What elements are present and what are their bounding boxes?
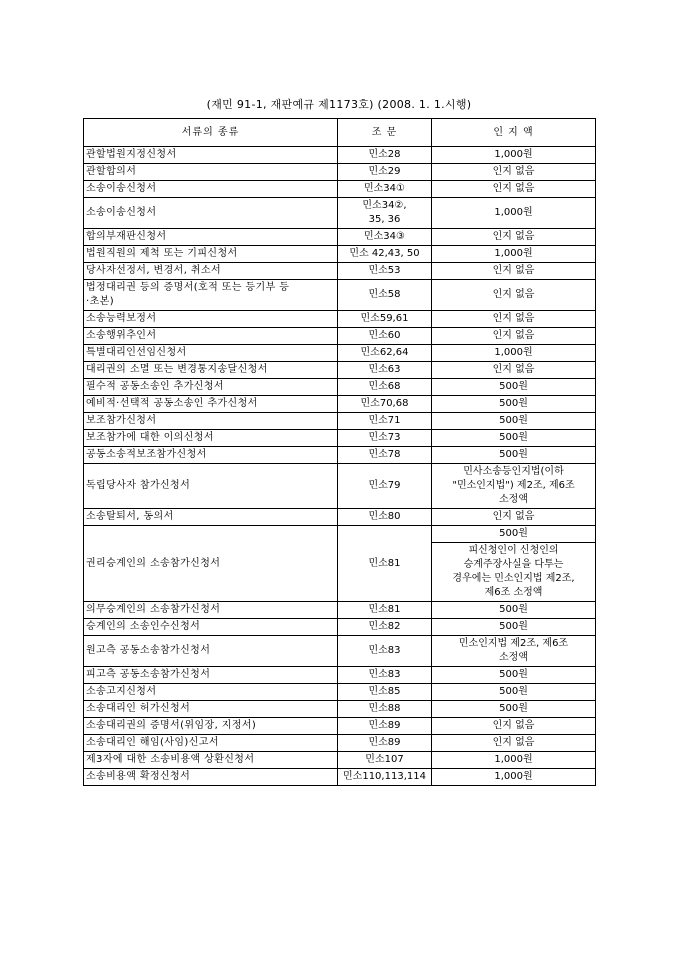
stamp-fee-cell: 1,000원 <box>432 198 596 229</box>
stamp-fee-cell: 1,000원 <box>432 769 596 786</box>
table-row <box>84 464 596 509</box>
document-type-cell: 피고측 공동소송참가신청서 <box>84 667 338 684</box>
document-type-cell: 소송이송신청서 <box>84 198 338 229</box>
table-row <box>84 345 596 362</box>
stamp-fee-table <box>83 118 596 786</box>
document-type-cell: 필수적 공동소송인 추가신청서 <box>84 379 338 396</box>
article-line: 35, 36 <box>368 214 401 225</box>
document-type-cell: 당사자선정서, 변경서, 취소서 <box>84 263 338 280</box>
document-type-cell: 대리권의 소멸 또는 변경통지송달신청서 <box>84 362 338 379</box>
stamp-fee-cell: 1,000원 <box>432 752 596 769</box>
document-type-cell: 관할법원지정신청서 <box>84 147 338 164</box>
document-type-cell: 공동소송적보조참가신청서 <box>84 447 338 464</box>
table-row <box>84 447 596 464</box>
stamp-fee-cell: 1,000원 <box>432 246 596 263</box>
article-cell: 민소70,68 <box>338 396 432 413</box>
table-row <box>84 684 596 701</box>
article-cell: 민소82 <box>338 619 432 636</box>
table-row <box>84 413 596 430</box>
article-cell: 민소81 <box>338 526 432 602</box>
stamp-fee-cell: 500원 <box>432 602 596 619</box>
stamp-fee-cell: 인지 없음 <box>432 181 596 198</box>
table-row <box>84 147 596 164</box>
article-cell: 민소83 <box>338 636 432 667</box>
stamp-fee-cell: 500원 <box>432 667 596 684</box>
stamp-fee-line: 피신청인이 신청인의 <box>468 545 559 556</box>
article-cell: 민소28 <box>338 147 432 164</box>
table-row <box>84 280 596 311</box>
stamp-fee-cell: 500원 <box>432 379 596 396</box>
article-cell: 민소89 <box>338 735 432 752</box>
stamp-fee-cell: 인지 없음 <box>432 280 596 311</box>
document-type-cell: 의무승계인의 소송참가신청서 <box>84 602 338 619</box>
stamp-fee-cell: 1,000원 <box>432 147 596 164</box>
article-cell: 민소62,64 <box>338 345 432 362</box>
header-document-type: 서류의 종류 <box>84 119 338 147</box>
article-cell: 민소73 <box>338 430 432 447</box>
table-row <box>84 198 596 229</box>
article-cell: 민소60 <box>338 328 432 345</box>
document-type-cell: 보조참가신청서 <box>84 413 338 430</box>
table-row <box>84 164 596 181</box>
table-header-row <box>84 119 596 147</box>
stamp-fee-cell <box>432 543 596 602</box>
document-type-cell: 특별대리인선임신청서 <box>84 345 338 362</box>
document-type-cell: 소송대리권의 증명서(위임장, 지정서) <box>84 718 338 735</box>
stamp-fee-cell: 인지 없음 <box>432 164 596 181</box>
table-row <box>84 602 596 619</box>
table-row <box>84 667 596 684</box>
document-type-line: 법정대리권 등의 증명서(호적 또는 등기부 등 <box>86 282 290 293</box>
document-type-cell: 관할합의서 <box>84 164 338 181</box>
stamp-fee-line: 승계주장사실을 다투는 <box>463 559 564 570</box>
document-type-cell: 소송대리인 해임(사임)신고서 <box>84 735 338 752</box>
article-cell: 민소63 <box>338 362 432 379</box>
document-type-cell: 보조참가에 대한 이의신청서 <box>84 430 338 447</box>
stamp-fee-cell: 500원 <box>432 684 596 701</box>
table-row <box>84 379 596 396</box>
stamp-fee-line: 민사소송등인지법(이하 <box>463 466 564 477</box>
stamp-fee-cell: 500원 <box>432 526 596 543</box>
article-cell <box>338 198 432 229</box>
table-row <box>84 263 596 280</box>
article-cell: 민소34① <box>338 181 432 198</box>
table-row <box>84 362 596 379</box>
header-stamp-fee: 인 지 액 <box>432 119 596 147</box>
table-row <box>84 636 596 667</box>
table-row <box>84 181 596 198</box>
stamp-fee-cell: 인지 없음 <box>432 718 596 735</box>
table-row <box>84 526 596 543</box>
article-cell: 민소89 <box>338 718 432 735</box>
stamp-fee-cell: 인지 없음 <box>432 229 596 246</box>
article-cell: 민소71 <box>338 413 432 430</box>
stamp-fee-line: "민소인지법") 제2조, 제6조 <box>452 480 575 491</box>
stamp-fee-cell: 500원 <box>432 619 596 636</box>
document-type-cell: 제3자에 대한 소송비용액 상환신청서 <box>84 752 338 769</box>
document-type-cell: 소송이송신청서 <box>84 181 338 198</box>
article-cell: 민소29 <box>338 164 432 181</box>
document-type-cell: 원고측 공동소송참가신청서 <box>84 636 338 667</box>
document-type-cell: 예비적·선택적 공동소송인 추가신청서 <box>84 396 338 413</box>
article-cell: 민소 42,43, 50 <box>338 246 432 263</box>
article-cell: 민소68 <box>338 379 432 396</box>
table-row <box>84 509 596 526</box>
table-row <box>84 735 596 752</box>
document-type-cell: 권리승계인의 소송참가신청서 <box>84 526 338 602</box>
article-cell: 민소79 <box>338 464 432 509</box>
stamp-fee-cell: 인지 없음 <box>432 362 596 379</box>
stamp-fee-cell <box>432 636 596 667</box>
article-cell: 민소34③ <box>338 229 432 246</box>
stamp-fee-cell: 500원 <box>432 447 596 464</box>
article-cell: 민소80 <box>338 509 432 526</box>
article-cell: 민소83 <box>338 667 432 684</box>
table-row <box>84 701 596 718</box>
table-row <box>84 752 596 769</box>
table-row <box>84 246 596 263</box>
document-type-line: ·초본) <box>86 296 115 307</box>
article-cell: 민소78 <box>338 447 432 464</box>
stamp-fee-line: 소정액 <box>499 494 528 505</box>
table-row <box>84 430 596 447</box>
document-type-cell <box>84 280 338 311</box>
table-row <box>84 396 596 413</box>
document-type-cell: 소송행위추인서 <box>84 328 338 345</box>
stamp-fee-cell: 인지 없음 <box>432 509 596 526</box>
table-row <box>84 229 596 246</box>
article-cell: 민소53 <box>338 263 432 280</box>
stamp-fee-cell: 인지 없음 <box>432 735 596 752</box>
document-type-cell: 독립당사자 참가신청서 <box>84 464 338 509</box>
document-type-cell: 소송탈퇴서, 동의서 <box>84 509 338 526</box>
article-cell: 민소59,61 <box>338 311 432 328</box>
table-row <box>84 328 596 345</box>
article-cell: 민소81 <box>338 602 432 619</box>
document-type-cell: 소송능력보정서 <box>84 311 338 328</box>
table-row <box>84 718 596 735</box>
table-row <box>84 311 596 328</box>
document-type-cell: 소송고지신청서 <box>84 684 338 701</box>
stamp-fee-cell: 500원 <box>432 701 596 718</box>
stamp-fee-line: 소정액 <box>499 652 528 663</box>
document-type-cell: 법원직원의 제척 또는 기피신청서 <box>84 246 338 263</box>
article-line: 민소34②, <box>362 200 407 211</box>
header-article: 조 문 <box>338 119 432 147</box>
stamp-fee-cell: 인지 없음 <box>432 328 596 345</box>
stamp-fee-cell: 500원 <box>432 430 596 447</box>
stamp-fee-line: 경우에는 민소인지법 제2조, <box>452 573 575 584</box>
article-cell: 민소110,113,114 <box>338 769 432 786</box>
document-type-cell: 승계인의 소송인수신청서 <box>84 619 338 636</box>
article-cell: 민소107 <box>338 752 432 769</box>
table-row <box>84 769 596 786</box>
document-caption: (재민 91-1, 재판예규 제1173호) (2008. 1. 1.시행) <box>206 98 472 111</box>
article-cell: 민소58 <box>338 280 432 311</box>
stamp-fee-cell: 인지 없음 <box>432 311 596 328</box>
stamp-fee-line: 민소인지법 제2조, 제6조 <box>458 638 569 649</box>
stamp-fee-cell: 500원 <box>432 413 596 430</box>
stamp-fee-cell <box>432 464 596 509</box>
document-type-cell: 소송대리인 허가신청서 <box>84 701 338 718</box>
document-type-cell: 합의부재판신청서 <box>84 229 338 246</box>
stamp-fee-cell: 인지 없음 <box>432 263 596 280</box>
article-cell: 민소85 <box>338 684 432 701</box>
table-row <box>84 619 596 636</box>
article-cell: 민소88 <box>338 701 432 718</box>
document-type-cell: 소송비용액 확정신청서 <box>84 769 338 786</box>
stamp-fee-cell: 500원 <box>432 396 596 413</box>
stamp-fee-line: 제6조 소정액 <box>484 587 543 598</box>
stamp-fee-cell: 1,000원 <box>432 345 596 362</box>
